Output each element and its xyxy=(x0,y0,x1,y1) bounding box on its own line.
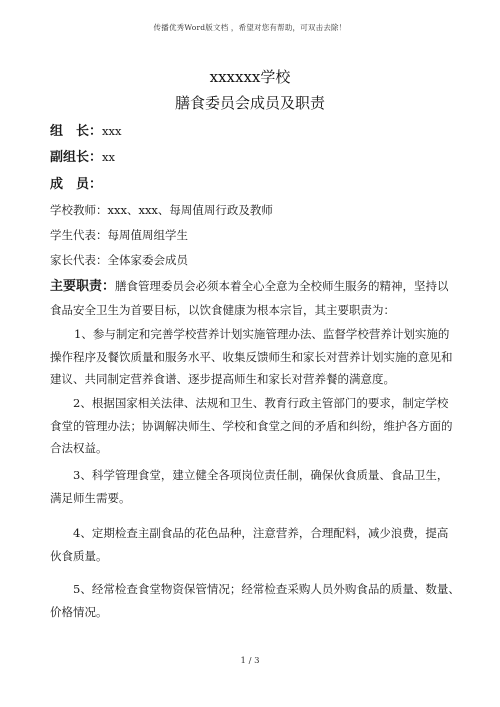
deputy-label: 副组长： xyxy=(50,150,103,165)
deputy-value: xx xyxy=(102,150,115,164)
duties-intro-line: 食品安全卫生为首要目标，以饮食健康为根本宗旨，其主要职责为： xyxy=(50,302,395,317)
duty-line: 满足师生需要。 xyxy=(50,490,131,505)
members-label: 成 员： xyxy=(50,177,103,192)
duty-item-4 xyxy=(50,522,460,567)
duty-item-5 xyxy=(50,578,460,623)
duty-line: 合法权益。 xyxy=(50,441,108,455)
duties-label: 主要职责： xyxy=(50,279,116,294)
duty-line: 5、经常检查食堂物资保管情况；经常检查采购人员外购食品的质量、数量、 xyxy=(73,582,460,596)
duty-line: 1、参与制定和完善学校营养计划实施管理办法、监督学校营养计划实施的 xyxy=(74,327,450,341)
deputy-row xyxy=(50,150,460,165)
leader-label: 组 长： xyxy=(50,124,103,139)
duties-intro xyxy=(50,275,460,321)
leader-row xyxy=(50,124,460,139)
duty-item-3 xyxy=(50,464,460,509)
duty-line: 食堂的管理办法；协调解决师生、学校和食堂之间的矛盾和纠纷，维护各方面的 xyxy=(50,418,453,433)
duty-line: 价格情况。 xyxy=(50,604,108,619)
duty-line: 建议、共同制定营养食谱、逐步提高师生和家长对营养餐的满意度。 xyxy=(50,372,395,386)
group-value: xxx、xxx、每周值周行政及教师 xyxy=(107,203,273,217)
duty-line: 操作程序及餐饮质量和服务水平、收集反馈师生和家长对营养计划实施的意见和 xyxy=(50,349,453,364)
group-label: 学校教师： xyxy=(50,203,108,217)
members-row xyxy=(50,177,460,192)
duty-line: 伙食质量。 xyxy=(50,548,108,563)
duty-item-1 xyxy=(50,323,460,391)
duties-intro-line xyxy=(50,275,460,299)
duty-line: 4、定期检查主副食品的花色品种，注意营养，合理配料，减少浪费，提高 xyxy=(73,526,449,540)
group-row-students xyxy=(50,228,460,242)
duties-intro-text: 膳食管理委员会必须本着全心全意为全校师生服务的精神，坚持以 xyxy=(115,279,449,293)
duty-line: 2、根据国家相关法律、法规和卫生、教育行政主管部门的要求，制定学校 xyxy=(73,396,449,410)
document-title: 膳食委员会成员及职责 xyxy=(174,94,325,112)
header-note: 传播优秀Word版文档 ，希望对您有帮助，可双击去除！ xyxy=(153,23,347,32)
group-row-parents xyxy=(50,253,460,267)
group-value: 全体家委会成员 xyxy=(107,253,188,267)
group-row-teachers xyxy=(50,203,460,217)
group-label: 学生代表： xyxy=(50,228,108,242)
leader-value: xxx xyxy=(102,124,122,138)
group-label: 家长代表： xyxy=(50,253,108,267)
duty-item-2 xyxy=(50,392,460,460)
school-title: xxxxxx学校 xyxy=(209,68,291,86)
duty-line: 3、科学管理食堂，建立健全各项岗位责任制，确保伙食质量、食品卫生， xyxy=(73,468,449,482)
group-value: 每周值周组学生 xyxy=(107,228,188,242)
page-indicator: 1 / 3 xyxy=(240,656,260,666)
